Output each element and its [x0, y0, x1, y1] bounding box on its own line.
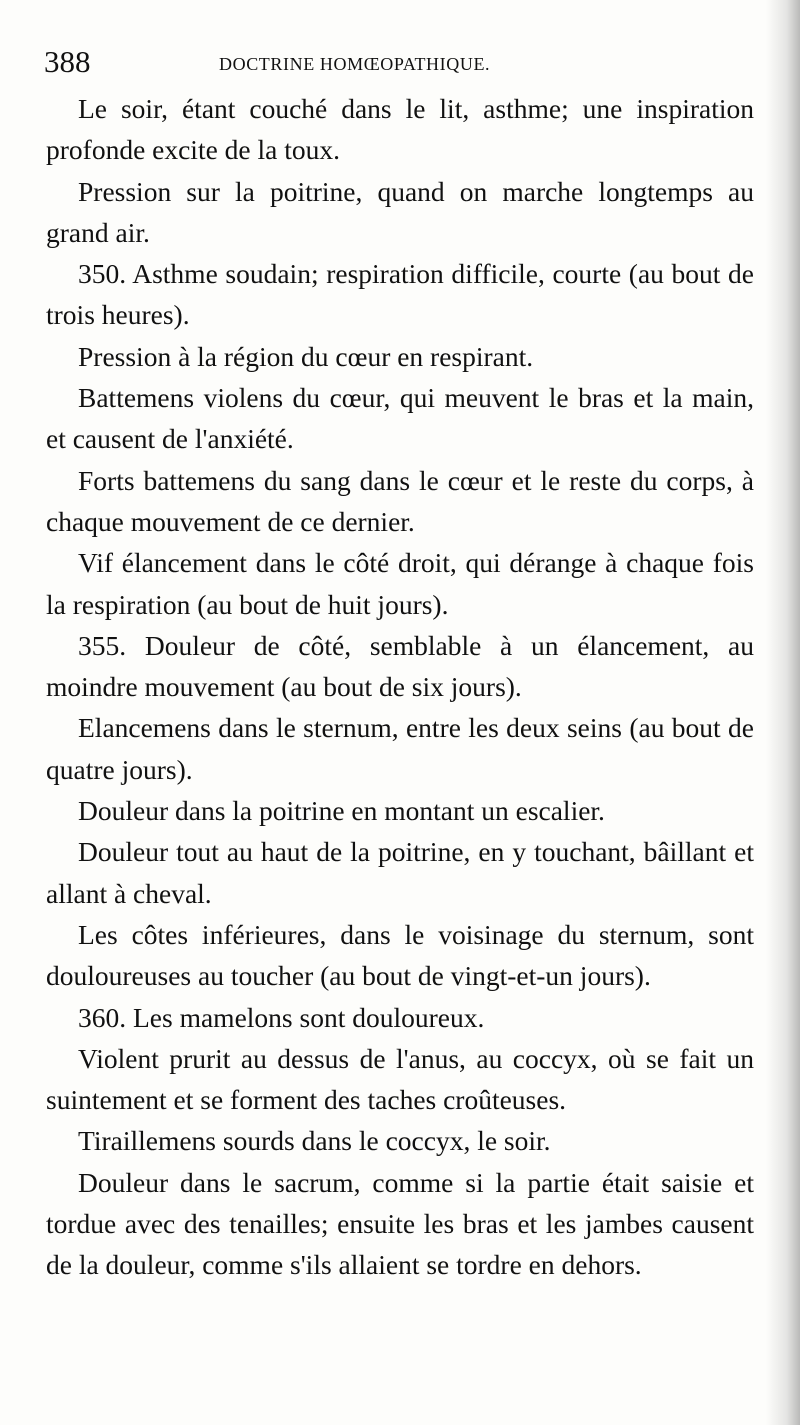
paragraph: Les côtes inférieures, dans le voisinage du sternum, sont douloureuses au toucher (au bout de vingt-et-un jours).: [46, 918, 754, 992]
paragraph: Pression à la région du cœur en respirant.: [78, 340, 534, 372]
paragraph: Pression sur la poitrine, quand on marche longtemps au grand air.: [46, 175, 754, 248]
paragraph: Le soir, étant couché dans le lit, asthme; une inspiration profonde excite de la toux.: [46, 93, 754, 166]
paragraph: Douleur dans le sacrum, comme si la partie était saisie et tordue avec des tenailles; ensuite les bras et les jambes causent de la douleur, comme s'ils allaient se tordre en dehors.: [46, 1166, 754, 1281]
paragraph: 355. Douleur de côté, semblable à un élancement, au moindre mouvement (au bout de six jours).: [46, 629, 754, 703]
paragraph: Violent prurit au dessus de l'anus, au coccyx, où se fait un suintement et se forment des taches croûteuses.: [46, 1042, 754, 1116]
page-edge-shadow: [766, 0, 800, 1425]
paragraph: Forts battemens du sang dans le cœur et le reste du corps, à chaque mouvement de ce dernier.: [46, 464, 754, 537]
paragraph: 350. Asthme soudain; respiration difficile, courte (au bout de trois heures).: [46, 258, 754, 331]
paragraph: Douleur dans la poitrine en montant un escalier.: [78, 795, 605, 827]
running-head: DOCTRINE HOMŒOPATHIQUE.: [219, 54, 491, 74]
paragraph: Elancemens dans le sternum, entre les deux seins (au bout de quatre jours).: [46, 712, 754, 785]
body-text: [46, 88, 754, 1286]
paragraph: Douleur tout au haut de la poitrine, en y touchant, bâillant et allant à cheval.: [46, 836, 754, 909]
paragraph: Tiraillemens sourds dans le coccyx, le soir.: [78, 1125, 551, 1157]
paragraph: Battemens violens du cœur, qui meuvent le bras et la main, et causent de l'anxiété.: [46, 382, 754, 455]
page-number: 388: [44, 44, 91, 79]
paragraph: Vif élancement dans le côté droit, qui dérange à chaque fois la respiration (au bout de huit jours).: [46, 547, 754, 620]
paragraph: 360. Les mamelons sont douloureux.: [78, 1001, 485, 1033]
page-header: [44, 44, 744, 84]
